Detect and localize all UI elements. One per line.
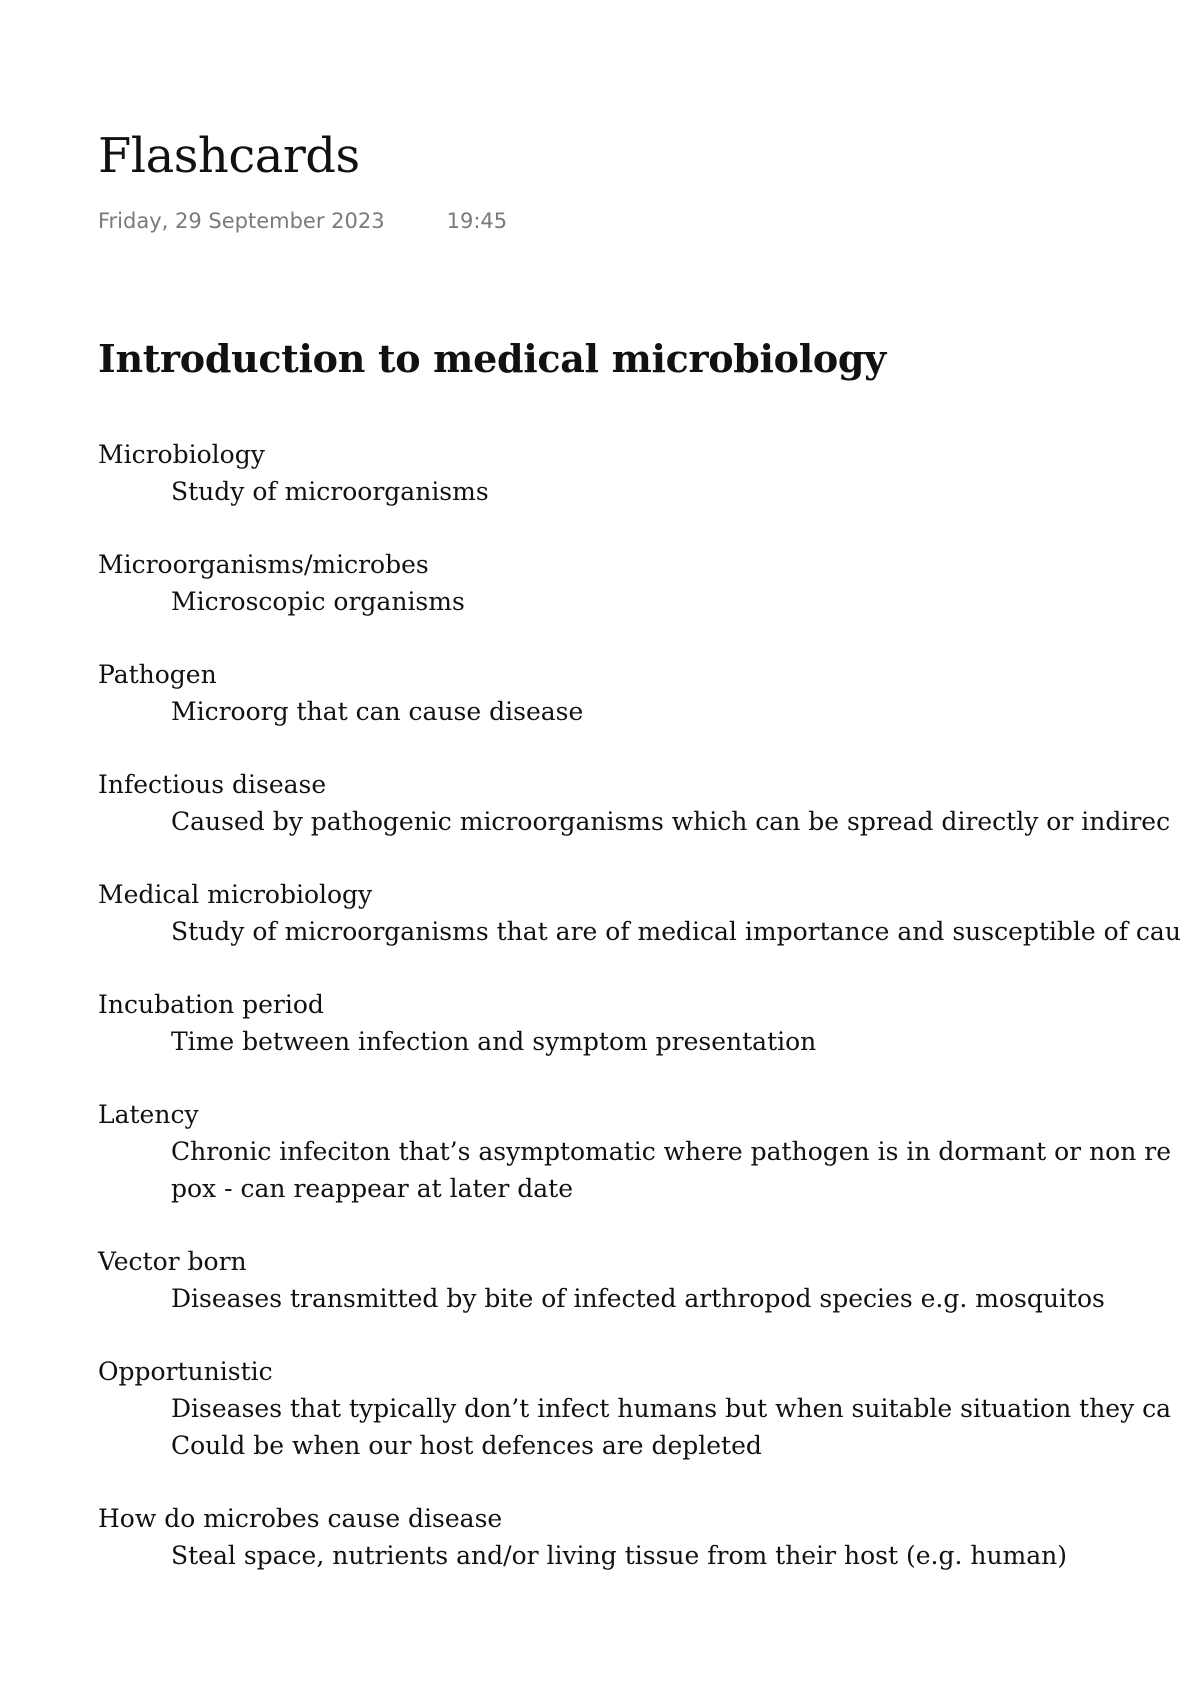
flashcard-definition-line: Caused by pathogenic microorganisms which can be spread directly or indirec: [171, 807, 1171, 836]
flashcard-definition-line: Study of microorganisms: [171, 477, 489, 506]
flashcard: [98, 876, 1200, 950]
flashcard-definition-line: Microscopic organisms: [171, 587, 465, 616]
page-title: Flashcards: [98, 128, 360, 184]
flashcard-term: Latency: [98, 1100, 199, 1129]
section-heading: Introduction to medical microbiology: [98, 336, 886, 381]
flashcard: [98, 1500, 1200, 1574]
flashcard: [98, 656, 1200, 730]
flashcard-definition-line: Time between infection and symptom presentation: [171, 1027, 817, 1056]
flashcard: [98, 986, 1200, 1060]
flashcard: [98, 766, 1200, 840]
flashcard-list: [98, 436, 1200, 1610]
note-timestamp: [98, 208, 507, 234]
flashcard: [98, 436, 1200, 510]
flashcard-term: Vector born: [98, 1247, 247, 1276]
flashcard-definition-line: Could be when our host defences are depleted: [171, 1431, 762, 1460]
flashcard-definition-line: Steal space, nutrients and/or living tissue from their host (e.g. human): [171, 1541, 1068, 1570]
flashcard: [98, 546, 1200, 620]
flashcard-term: Infectious disease: [98, 770, 327, 799]
flashcard-definition-line: pox - can reappear at later date: [171, 1174, 573, 1203]
flashcard-term: Pathogen: [98, 660, 217, 689]
flashcard: [98, 1353, 1200, 1464]
flashcard-term: How do microbes cause disease: [98, 1504, 503, 1533]
flashcard-definition-line: Diseases that typically don’t infect humans but when suitable situation they ca: [171, 1394, 1172, 1423]
note-time: 19:45: [446, 209, 508, 233]
flashcard: [98, 1096, 1200, 1207]
flashcard-definition-line: Chronic infeciton that’s asymptomatic where pathogen is in dormant or non re: [171, 1137, 1172, 1166]
note-date: Friday, 29 September 2023: [98, 209, 385, 233]
flashcard-term: Opportunistic: [98, 1357, 273, 1386]
flashcard-term: Incubation period: [98, 990, 324, 1019]
flashcard-definition-line: Diseases transmitted by bite of infected arthropod species e.g. mosquitos: [171, 1284, 1105, 1313]
flashcard-definition-line: Microorg that can cause disease: [171, 697, 584, 726]
flashcard-definition-line: Study of microorganisms that are of medical importance and susceptible of cau: [171, 917, 1181, 946]
flashcard-term: Microorganisms/microbes: [98, 550, 429, 579]
flashcard-term: Microbiology: [98, 440, 265, 469]
flashcard: [98, 1243, 1200, 1317]
flashcard-term: Medical microbiology: [98, 880, 373, 909]
